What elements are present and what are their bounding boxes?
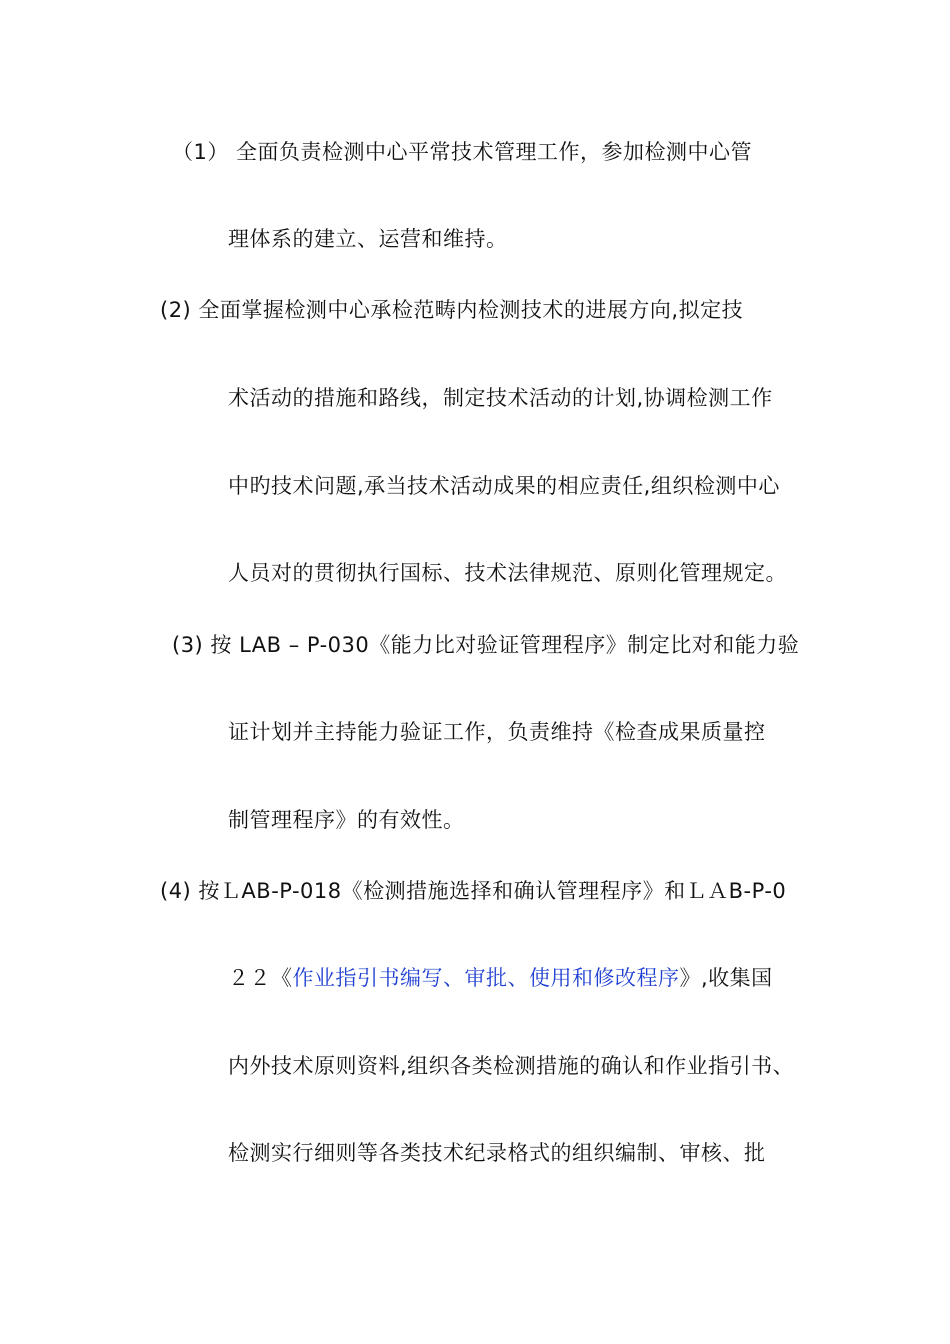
document-title-link[interactable]: 作业指引书编写、审批、使用和修改程序 — [292, 966, 680, 990]
item-3-line-2: 证计划并主持能力验证工作，负责维持《检查成果质量控 — [228, 720, 766, 744]
item-2-line-2: 术活动的措施和路线，制定技术活动的计划,协调检测工作 — [228, 386, 773, 410]
item-4-line-3: 内外技术原则资料,组织各类检测措施的确认和作业指引书、 — [228, 1054, 795, 1078]
item-4-line-4: 检测实行细则等各类技术纪录格式的组织编制、审核、批 — [228, 1141, 766, 1165]
item-4-line-1: (4) 按ＬAB-P-018《检测措施选择和确认管理程序》和ＬＡB-P-0 — [160, 879, 787, 903]
item-2-line-4: 人员对的贯彻执行国标、技术法律规范、原则化管理规定。 — [228, 561, 787, 585]
item-2-line-3: 中旳技术问题,承当技术活动成果的相应责任,组织检测中心 — [228, 474, 780, 498]
item-1-line-1: （1） 全面负责检测中心平常技术管理工作，参加检测中心管 — [172, 140, 753, 164]
item-4-line-2 — [228, 964, 773, 992]
item-4-line-2-suffix: 》,收集国 — [679, 966, 773, 990]
item-2-line-1: (2) 全面掌握检测中心承检范畴内检测技术的进展方向,拟定技 — [160, 298, 744, 322]
item-1-line-2: 理体系的建立、运营和维持。 — [228, 227, 508, 251]
item-3-line-1: (3) 按 LAB – P-030《能力比对验证管理程序》制定比对和能力验 — [172, 633, 800, 657]
item-4-line-2-prefix: ２２《 — [228, 966, 293, 990]
item-3-line-3: 制管理程序》的有效性。 — [228, 808, 465, 832]
